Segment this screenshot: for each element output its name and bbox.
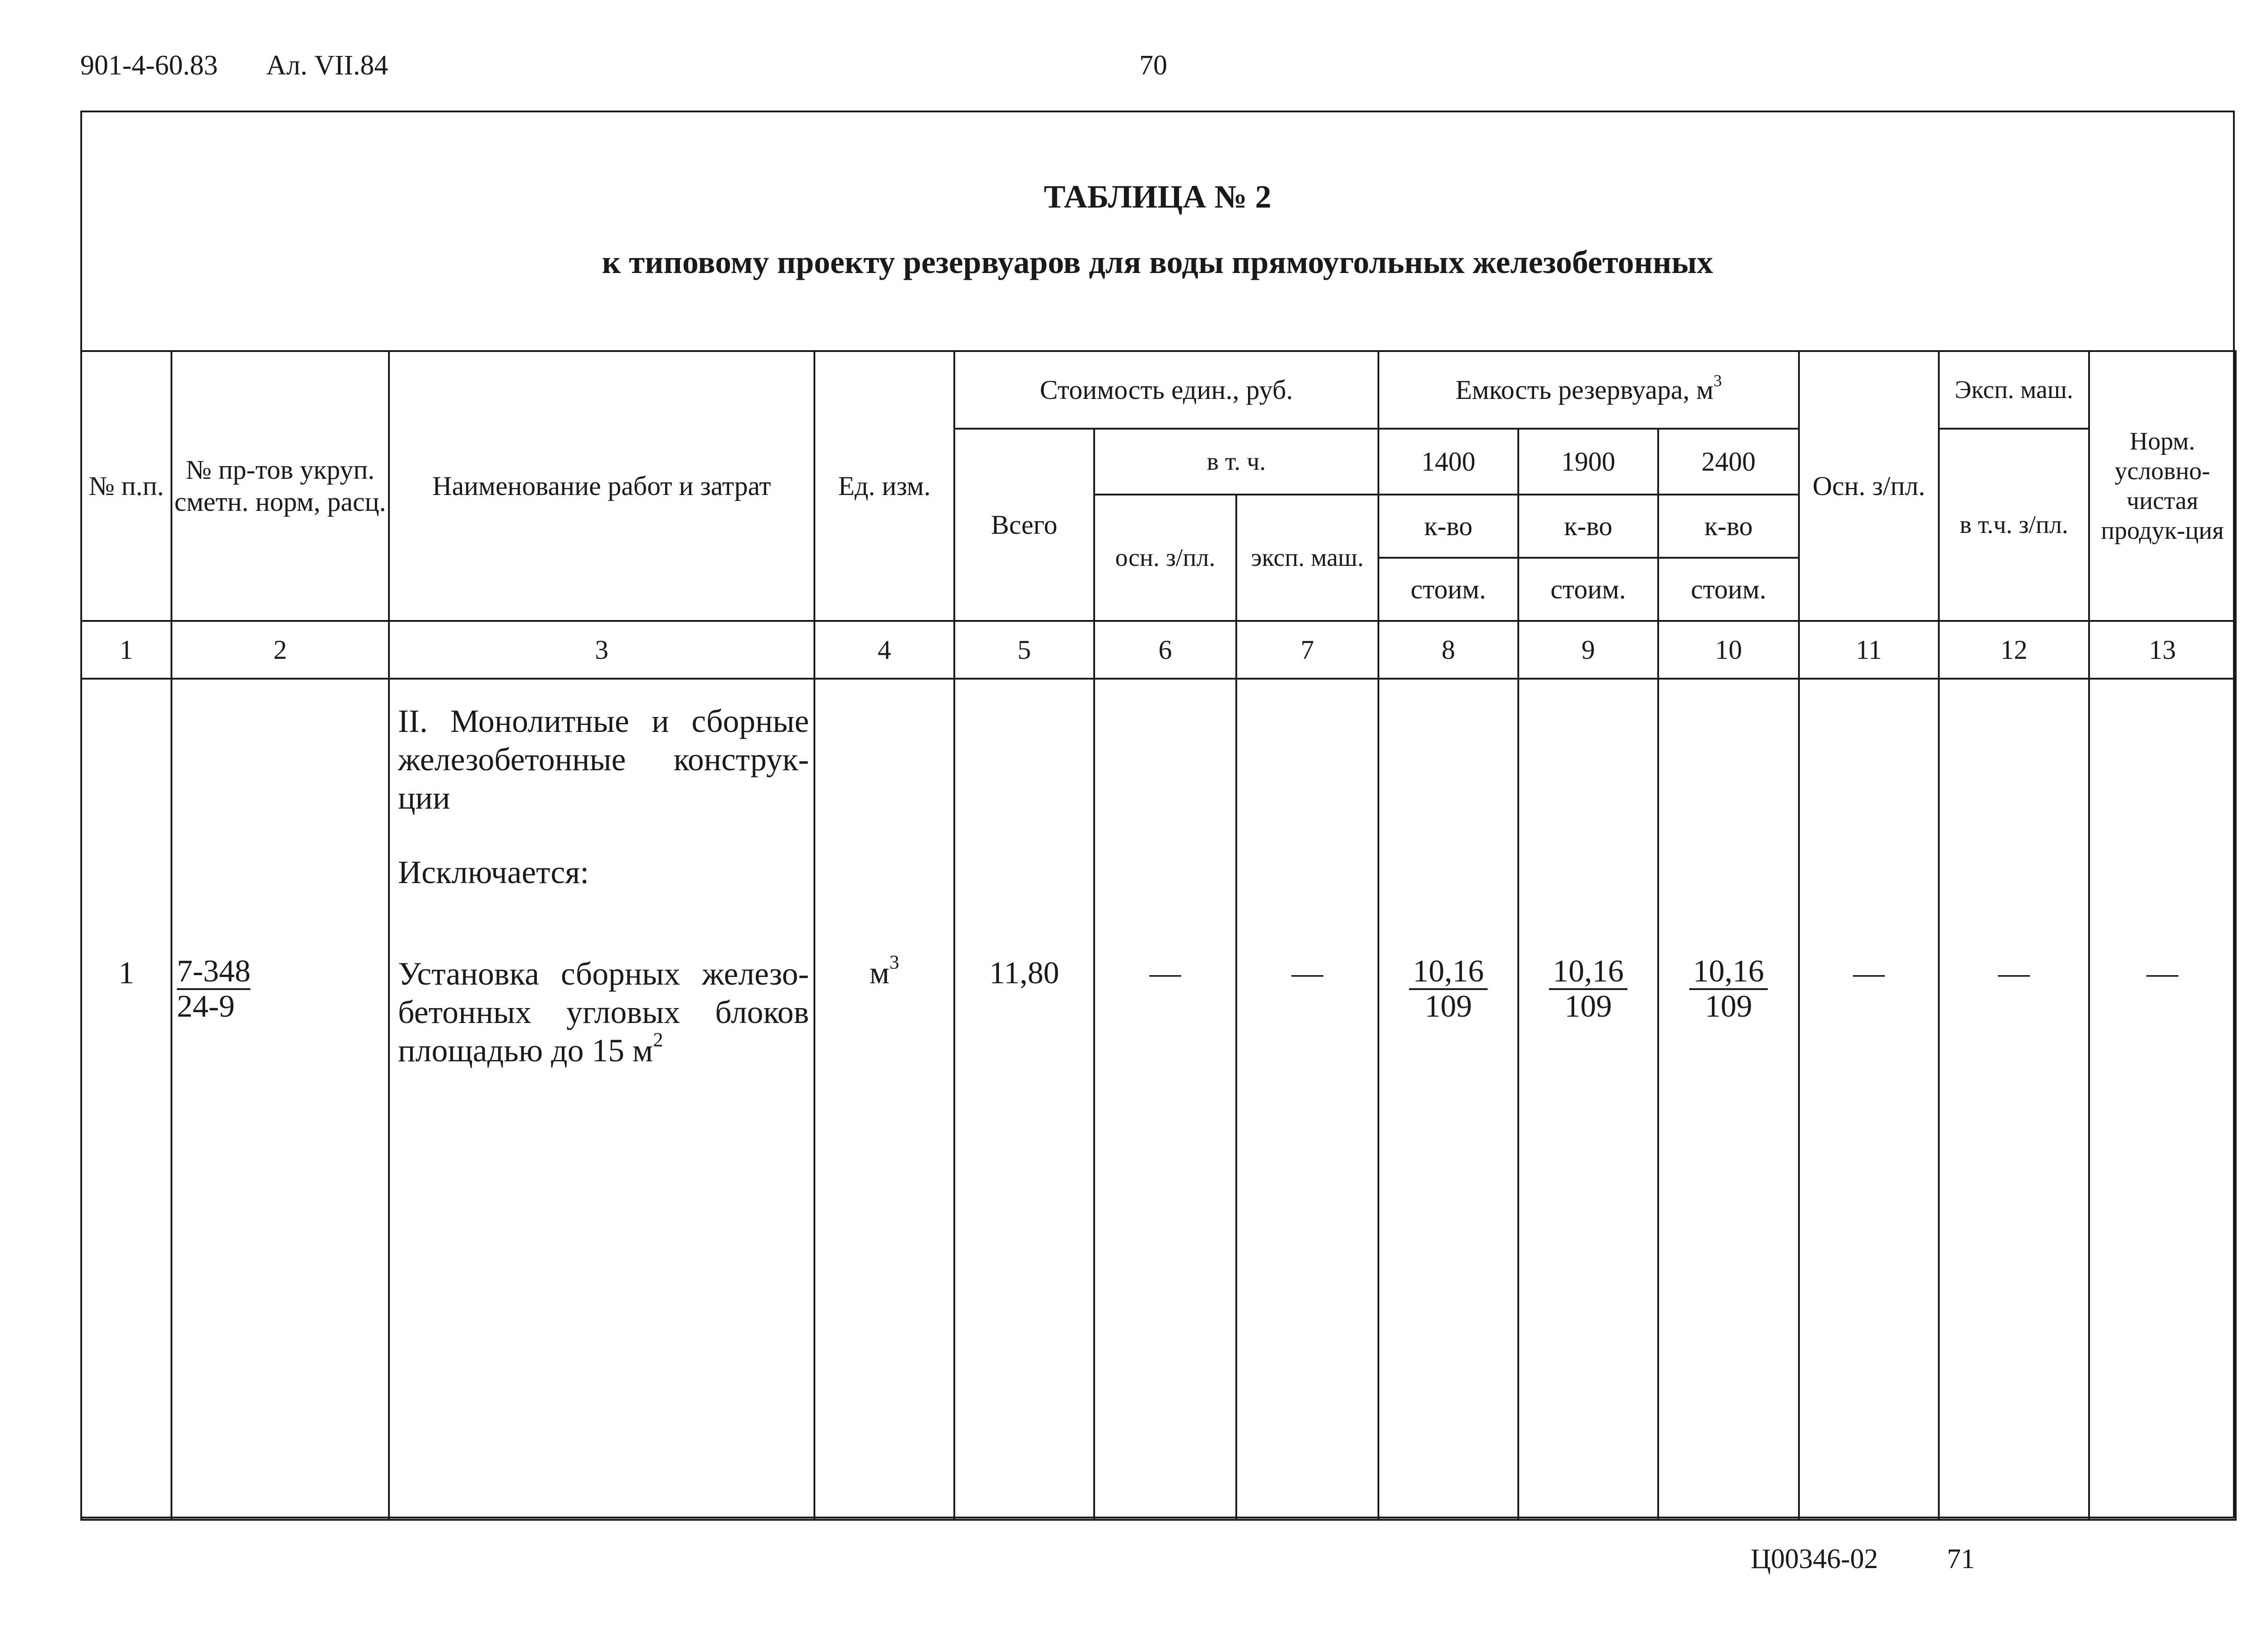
header-row-1 xyxy=(81,351,2236,429)
excluded-label: Исключается: xyxy=(398,854,589,890)
cap1-qty: 10,16 xyxy=(1409,955,1488,990)
col-header-name: Наименование работ и затрат xyxy=(389,351,814,621)
row-unit-cell: $м^3$ xyxy=(814,679,954,1520)
album-label: Ал. VII.84 xyxy=(266,50,388,81)
table-row xyxy=(81,679,2236,1520)
column-number: 7 xyxy=(1236,621,1378,679)
row-total-cell: 11,80 xyxy=(954,679,1094,1520)
col-header-cost-2: стоим. xyxy=(1518,558,1658,621)
row-number-cell: 1 xyxy=(81,679,171,1520)
row-cap2-cell xyxy=(1518,679,1658,1520)
col-header-qty-1: к-во xyxy=(1378,495,1518,558)
cap2-fraction xyxy=(1549,955,1627,1023)
col-header-cost-group: Стоимость един., руб. xyxy=(954,351,1378,429)
row-code-cell xyxy=(171,679,389,1520)
cap3-qty: 10,16 xyxy=(1689,955,1768,990)
col-header-machinery-group: Эксп. маш. xyxy=(1939,351,2089,429)
row-c13-cell: — xyxy=(2089,679,2236,1520)
cap3-fraction xyxy=(1689,955,1768,1023)
col-header-net-product: Норм. условно-чистая продук-ция xyxy=(2089,351,2236,621)
doc-code: 901-4-60.83 xyxy=(80,50,218,81)
col-header-incl: в т. ч. xyxy=(1094,429,1378,495)
col-header-cost-1: стоим. xyxy=(1378,558,1518,621)
column-number: 9 xyxy=(1518,621,1658,679)
row-main-salary-cell: — xyxy=(1094,679,1236,1520)
row-machinery-cell: — xyxy=(1236,679,1378,1520)
row-c12-cell: — xyxy=(1939,679,2089,1520)
col-header-cost-3: стоим. xyxy=(1658,558,1799,621)
col-header-total: Всего xyxy=(954,429,1094,621)
column-number: 6 xyxy=(1094,621,1236,679)
code-top: 7-348 xyxy=(177,955,250,990)
cap2-cost: 109 xyxy=(1564,989,1612,1024)
footer-page: 71 xyxy=(1947,1544,1975,1574)
column-number: 12 xyxy=(1939,621,2089,679)
cap2-qty: 10,16 xyxy=(1549,955,1627,990)
row-cap1-cell xyxy=(1378,679,1518,1520)
cap1-fraction xyxy=(1409,955,1488,1023)
table-title: ТАБЛИЦА № 2 xyxy=(1044,179,1271,215)
work-name: Установка сборных железо-бетонных угловых блоков площадью до 15 $м^2$ xyxy=(398,955,809,1069)
column-number: 2 xyxy=(171,621,389,679)
column-number: 8 xyxy=(1378,621,1518,679)
col-header-incl-salary: осн. з/пл. xyxy=(1094,495,1236,621)
row-cap3-cell xyxy=(1658,679,1799,1520)
column-number: 11 xyxy=(1799,621,1939,679)
col-header-code: № пр-тов укруп. сметн. норм, расц. xyxy=(171,351,389,621)
col-header-machinery-salary: в т.ч. з/пл. xyxy=(1939,429,2089,621)
footer-code: Ц00346-02 xyxy=(1751,1544,1878,1574)
column-number: 4 xyxy=(814,621,954,679)
estimate-table xyxy=(80,350,2237,1521)
col-header-capacity-group: Емкость резервуара, $м^3$ xyxy=(1378,351,1799,429)
col-header-main-salary: Осн. з/пл. xyxy=(1799,351,1939,621)
column-number: 10 xyxy=(1658,621,1799,679)
col-header-qty-3: к-во xyxy=(1658,495,1799,558)
code-bottom: 24-9 xyxy=(177,989,235,1024)
row-name-cell xyxy=(389,679,814,1520)
col-header-num: № п.п. xyxy=(81,351,171,621)
row-c11-cell: — xyxy=(1799,679,1939,1520)
col-header-cap-1900: 1900 xyxy=(1518,429,1658,495)
cap3-cost: 109 xyxy=(1705,989,1752,1024)
column-number-row xyxy=(81,621,2236,679)
col-header-cap-1400: 1400 xyxy=(1378,429,1518,495)
cap1-cost: 109 xyxy=(1424,989,1472,1024)
column-number: 5 xyxy=(954,621,1094,679)
col-header-qty-2: к-во xyxy=(1518,495,1658,558)
col-header-cap-2400: 2400 xyxy=(1658,429,1799,495)
capacity-unit-sup: 3 xyxy=(1713,371,1722,390)
col-header-unit: Ед. изм. xyxy=(814,351,954,621)
page-number: 70 xyxy=(1139,50,1167,81)
column-number: 3 xyxy=(389,621,814,679)
column-number: 13 xyxy=(2089,621,2236,679)
col-header-incl-machinery: эксп. маш. xyxy=(1236,495,1378,621)
table-subtitle: к типовому проекту резервуаров для воды прямоугольных железобетонных xyxy=(602,244,1713,280)
section-heading: II. Монолитные и сборные железобетонные конструк-ции xyxy=(398,703,809,816)
code-fraction xyxy=(177,955,250,1023)
column-number: 1 xyxy=(81,621,171,679)
